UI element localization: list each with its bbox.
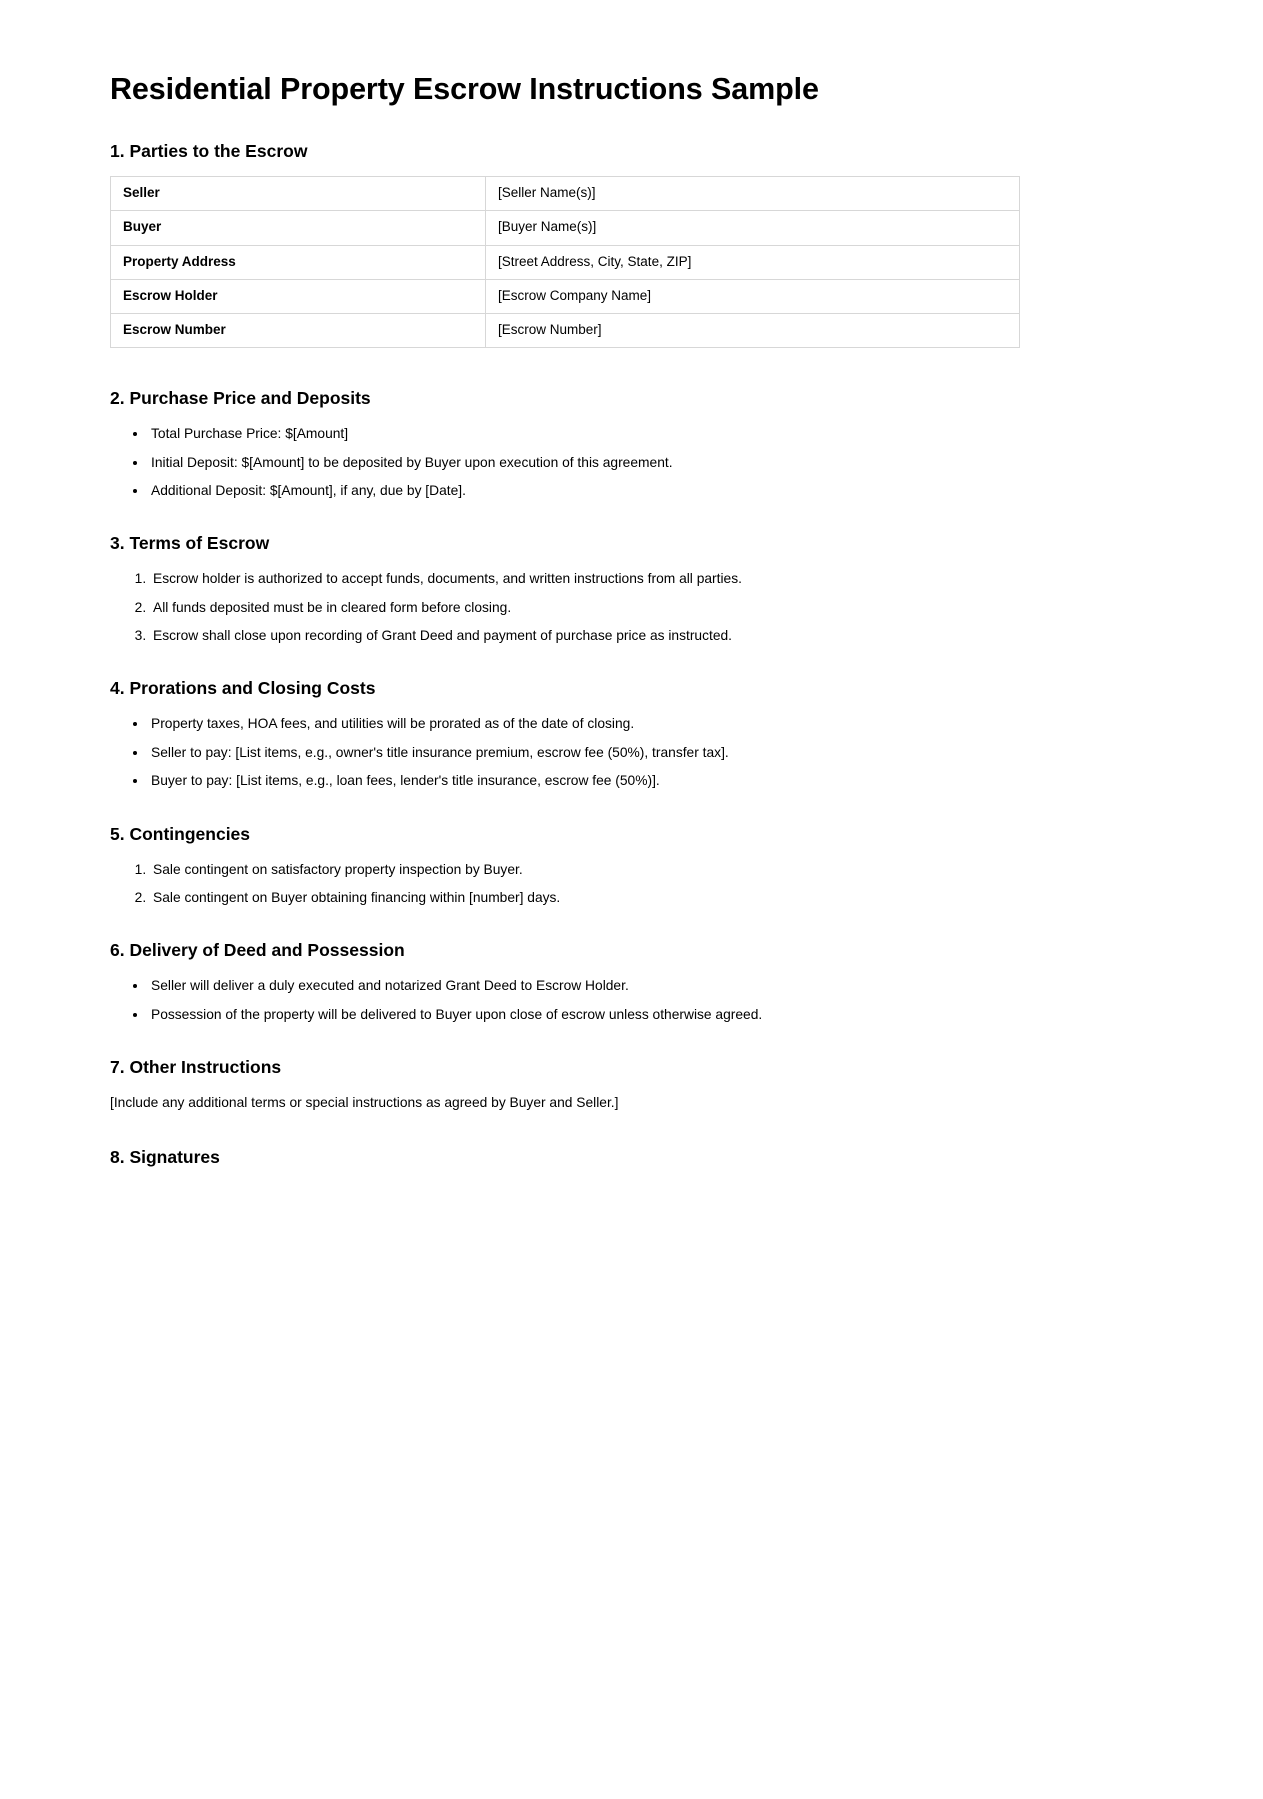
- section-parties-to-the-escrow: [110, 141, 1153, 348]
- section-delivery-of-deed-and-possession: [110, 940, 1153, 1025]
- table-row: [111, 279, 1020, 313]
- section-heading: 8. Signatures: [110, 1147, 220, 1168]
- list-item: • Buyer to pay: [List items, e.g., loan fees, lender's title insurance, escrow fee (50%)].: [148, 770, 1153, 791]
- table-row: [111, 211, 1020, 245]
- list-item: • Property taxes, HOA fees, and utilities will be prorated as of the date of closing.: [148, 713, 1153, 734]
- section-contingencies: [110, 824, 1153, 909]
- list-item: • Initial Deposit: $[Amount] to be deposited by Buyer upon execution of this agreement.: [148, 452, 1153, 473]
- section-heading: 7. Other Instructions: [110, 1057, 282, 1078]
- section-heading: 3. Terms of Escrow: [110, 533, 270, 554]
- bullet-list: [110, 713, 1153, 791]
- list-item: • Additional Deposit: $[Amount], if any, due by [Date].: [148, 480, 1153, 501]
- section-heading: 2. Purchase Price and Deposits: [110, 388, 371, 409]
- table-cell-label: Property Address: [111, 245, 486, 279]
- table-cell-value: [Buyer Name(s)]: [486, 211, 1020, 245]
- table-cell-value: [Escrow Company Name]: [486, 279, 1020, 313]
- list-item: 2. Sale contingent on Buyer obtaining financing within [number] days.: [150, 887, 1153, 908]
- section-prorations-and-closing-costs: [110, 678, 1153, 791]
- bullet-list: [110, 423, 1153, 501]
- table-cell-label: Buyer: [111, 211, 486, 245]
- other-instructions-text: [Include any additional terms or special instructions as agreed by Buyer and Seller.]: [110, 1095, 619, 1111]
- section-other-instructions: [110, 1057, 1153, 1113]
- table-cell-label: Seller: [111, 177, 486, 211]
- list-item: • Possession of the property will be delivered to Buyer upon close of escrow unless otherwise agreed.: [148, 1004, 1153, 1025]
- table-row: [111, 245, 1020, 279]
- section-heading: 6. Delivery of Deed and Possession: [110, 940, 405, 961]
- table-cell-value: [Seller Name(s)]: [486, 177, 1020, 211]
- list-item: 1. Escrow holder is authorized to accept funds, documents, and written instructions from all parties.: [150, 568, 1153, 589]
- table-cell-label: Escrow Number: [111, 313, 486, 347]
- table-row: [111, 313, 1020, 347]
- numbered-list: [110, 859, 1153, 909]
- section-signatures: [110, 1147, 1153, 1207]
- list-item: • Seller to pay: [List items, e.g., owner's title insurance premium, escrow fee (50%), transfer tax].: [148, 742, 1153, 763]
- numbered-list: [110, 568, 1153, 646]
- section-heading: 4. Prorations and Closing Costs: [110, 678, 376, 699]
- list-item: 2. All funds deposited must be in cleared form before closing.: [150, 597, 1153, 618]
- table-cell-value: [Street Address, City, State, ZIP]: [486, 245, 1020, 279]
- list-item: 3. Escrow shall close upon recording of Grant Deed and payment of purchase price as instructed.: [150, 625, 1153, 646]
- parties-table: [110, 176, 1020, 348]
- section-heading: 5. Contingencies: [110, 823, 251, 844]
- page-title: Residential Property Escrow Instructions Sample: [110, 72, 819, 106]
- table-cell-value: [Escrow Number]: [486, 313, 1020, 347]
- section-terms-of-escrow: [110, 533, 1153, 646]
- table-cell-label: Escrow Holder: [111, 279, 486, 313]
- bullet-list: [110, 975, 1153, 1025]
- section-heading: 1. Parties to the Escrow: [110, 141, 308, 162]
- section-purchase-price-and-deposits: [110, 388, 1153, 501]
- list-item: • Total Purchase Price: $[Amount]: [148, 423, 1153, 444]
- list-item: 1. Sale contingent on satisfactory property inspection by Buyer.: [150, 859, 1153, 880]
- list-item: • Seller will deliver a duly executed and notarized Grant Deed to Escrow Holder.: [148, 975, 1153, 996]
- table-row: [111, 177, 1020, 211]
